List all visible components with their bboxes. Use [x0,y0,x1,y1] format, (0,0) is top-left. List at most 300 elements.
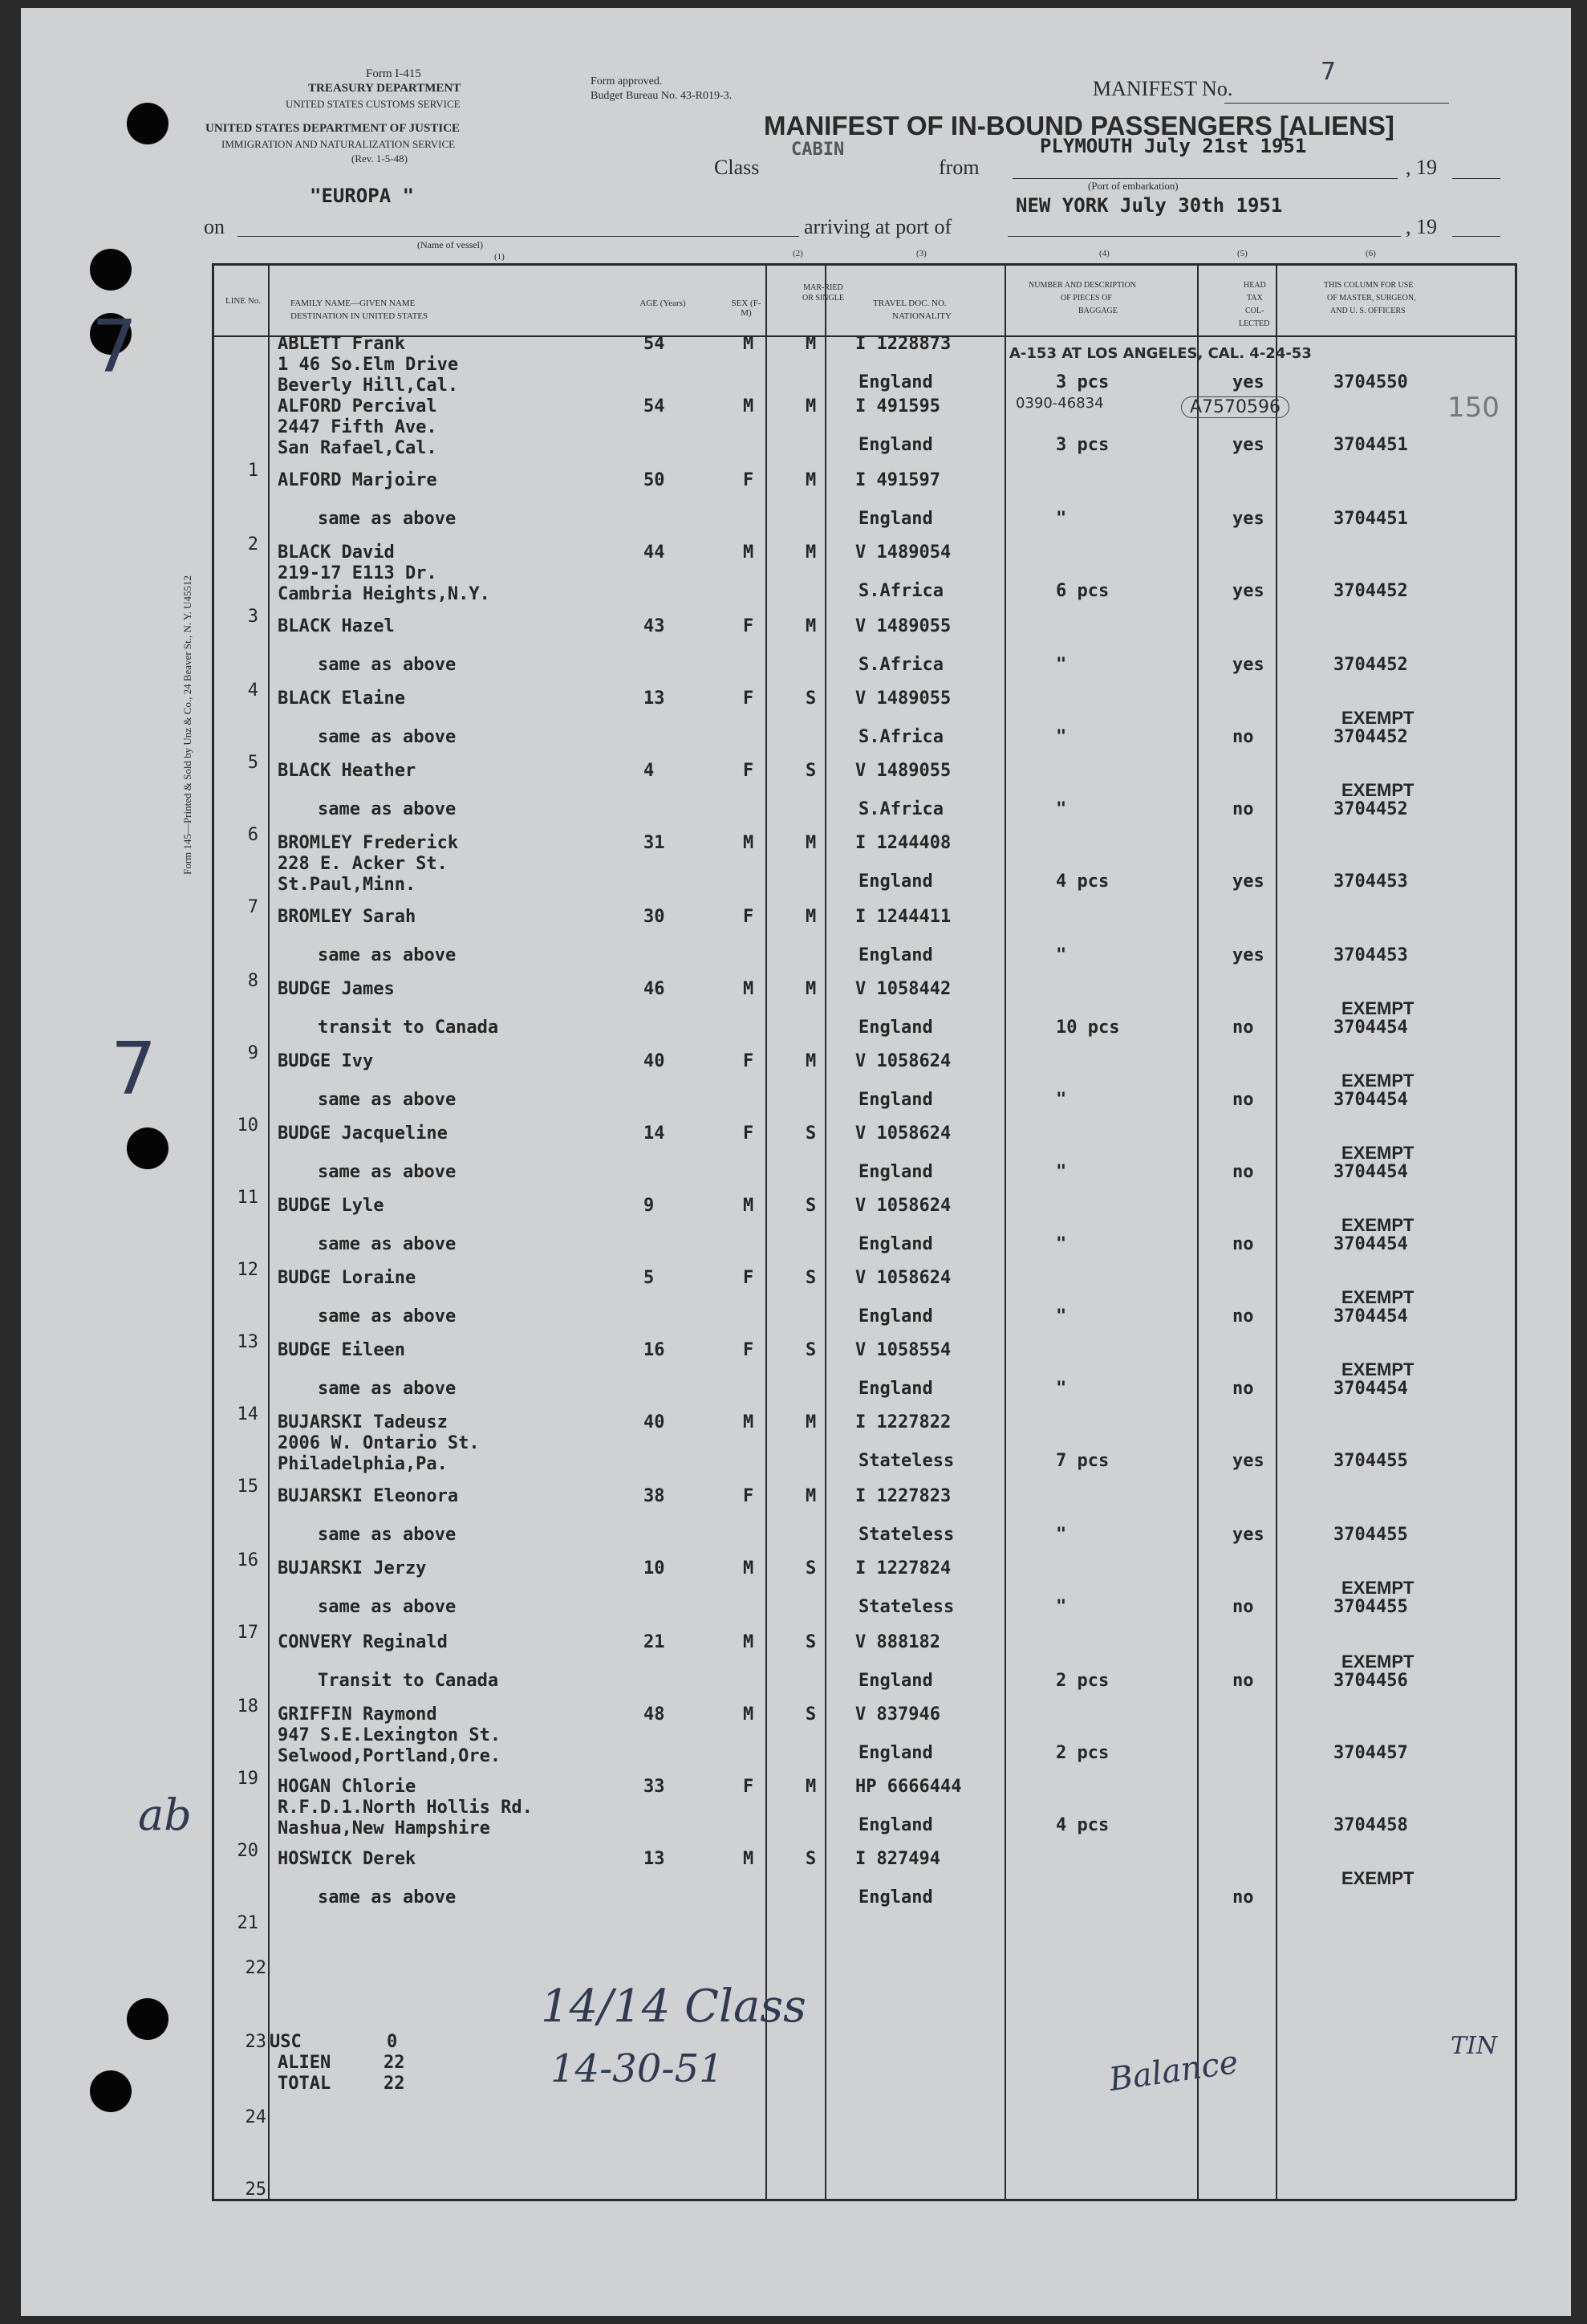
officer-number: 3704550 [1333,372,1408,392]
passenger-name: BLACK David [278,542,395,563]
ablett-note: A-153 AT LOS ANGELES, CAL. 4-24-53 [1009,345,1312,362]
line-number: 21 [237,1913,258,1933]
sex: M [743,396,754,416]
punch-hole [127,1998,168,2040]
nationality: England [858,1234,933,1254]
head-tax: no [1232,1671,1254,1691]
passenger-name: BUDGE Eileen [278,1340,405,1360]
baggage: " [1056,1162,1067,1182]
sex: F [743,1486,754,1506]
baggage: " [1056,1379,1067,1399]
line-number: 17 [237,1623,258,1643]
year-suffix-2: , 19 [1406,215,1437,238]
age: 14 [643,1123,665,1144]
total-usc-value: 0 [387,2032,398,2052]
passenger-name: BUDGE James [278,979,395,999]
baggage: 6 pcs [1056,581,1110,601]
age: 13 [643,689,665,709]
immigration-service: IMMIGRATION AND NATURALIZATION SERVICE [221,138,456,150]
travel-doc-number: V 1489055 [855,689,952,709]
passenger-name: BROMLEY Sarah [278,907,416,927]
officer-number: 3704452 [1333,581,1408,601]
line-number: 12 [237,1260,258,1280]
passenger-name: BUDGE Lyle [278,1196,384,1216]
marital-status: S [806,689,817,709]
sex: F [743,1123,754,1144]
age: 40 [643,1412,665,1432]
travel-doc-number: I 491595 [855,396,940,416]
baggage: 7 pcs [1056,1451,1110,1471]
head-tax: yes [1232,435,1264,455]
ablett-note-2: 0390-46834 [1016,395,1104,412]
head-tax: yes [1232,655,1264,675]
vessel-underline [237,236,799,237]
line-number: 4 [247,681,258,701]
vessel-value: "EUROPA " [310,185,415,207]
officer-number: 3704452 [1333,799,1408,819]
customs-service: UNITED STATES CUSTOMS SERVICE [286,98,461,110]
line-number: 9 [247,1043,258,1063]
sex: F [743,1777,754,1797]
nationality: Stateless [858,1597,955,1617]
line-number: 10 [237,1115,258,1136]
manifest-no-value: 7 [1321,58,1337,86]
sex: F [743,761,754,781]
officer-number: 3704458 [1333,1815,1408,1835]
travel-doc-number: V 1058442 [855,979,952,999]
baggage: 4 pcs [1056,1815,1110,1835]
head-tax: no [1232,1379,1254,1399]
line-number: 16 [237,1550,258,1570]
sex: F [743,907,754,927]
officer-number: 3704455 [1333,1451,1408,1471]
baggage: 2 pcs [1056,1671,1110,1691]
line-number: 5 [247,753,258,773]
destination-line: 2447 Fifth Ave. [278,417,437,437]
sex: F [743,689,754,709]
exempt-stamp: EXEMPT [1341,1578,1414,1598]
travel-doc-number: I 1244411 [855,907,952,927]
marital-status: S [806,1704,817,1725]
sex: M [743,1558,754,1578]
officer-number: 3704453 [1333,872,1408,892]
line-number: 15 [237,1477,258,1497]
nationality: England [858,372,933,392]
head-tax: no [1232,727,1254,747]
line-number: 11 [237,1188,258,1208]
marital-status: M [806,470,817,490]
nationality: England [858,872,933,892]
sex: M [743,1632,754,1652]
destination-line: R.F.D.1.North Hollis Rd. [278,1798,533,1818]
officer-number: 3704453 [1333,945,1408,965]
line-number: 6 [247,825,258,845]
travel-doc-number: I 1228873 [855,334,952,354]
age: 40 [643,1051,665,1071]
line-number: 25 [245,2180,266,2200]
line-number: 14 [237,1404,258,1424]
col-line [765,263,767,2200]
destination-line: Philadelphia,Pa. [278,1454,448,1474]
marital-status: M [806,907,817,927]
exempt-stamp: EXEMPT [1341,1652,1414,1672]
officer-number: 3704454 [1333,1234,1408,1254]
manifest-no-underline [1224,103,1449,104]
destination-line: same as above [318,1525,457,1545]
nationality: England [858,1815,933,1835]
destination-line: transit to Canada [318,1018,499,1038]
age: 10 [643,1558,665,1578]
margin-ab: ab [138,1790,192,1840]
total-usc-label: USC [270,2032,302,2052]
sex: M [743,542,754,563]
nationality: England [858,1887,933,1908]
marital-status: S [806,1268,817,1288]
exempt-stamp: EXEMPT [1341,1359,1414,1379]
sex: M [743,979,754,999]
exempt-stamp: EXEMPT [1341,1868,1414,1888]
year-suffix-1: , 19 [1406,156,1437,179]
margin-number-7-mid: 7 [111,1027,157,1111]
col-header-headtax-1: HEAD [1244,281,1266,290]
head-tax: yes [1232,372,1264,392]
marital-status: M [806,542,817,563]
vessel-label: (Name of vessel) [417,239,483,250]
col-header-baggage-3: BAGGAGE [1078,307,1118,315]
arriving-underline [1008,236,1401,237]
col-header-headtax-3: COL- [1245,307,1264,315]
arriving-value: NEW YORK July 30th 1951 [1016,194,1283,217]
baggage: " [1056,1090,1067,1110]
bottom-note-1: 14/14 Class [541,1981,806,2033]
col-header-destination: DESTINATION IN UNITED STATES [290,311,428,321]
line-number: 20 [237,1841,258,1861]
destination-line: Cambria Heights,N.Y. [278,584,490,604]
head-tax: no [1232,1162,1254,1182]
treasury-dept: TREASURY DEPARTMENT [308,82,461,95]
travel-doc-number: I 1227822 [855,1412,952,1432]
table-bottom [212,2199,1515,2201]
age: 33 [643,1777,665,1797]
baggage: " [1056,1525,1067,1545]
marital-status: M [806,396,817,416]
baggage: 3 pcs [1056,435,1110,455]
destination-line: Nashua,New Hampshire [278,1818,490,1838]
col-header-line-no: LINE No. [225,296,261,306]
destination-line: same as above [318,1162,457,1182]
exempt-stamp: EXEMPT [1341,1143,1414,1163]
col-header-use-2: OF MASTER, SURGEON, [1327,294,1416,303]
officer-number: 3704452 [1333,727,1408,747]
officer-number: 3704456 [1333,1671,1408,1691]
destination-line: Transit to Canada [318,1671,499,1691]
line-number: 3 [247,607,258,627]
baggage: 2 pcs [1056,1743,1110,1763]
on-label: on [204,215,225,238]
marital-status: S [806,1340,817,1360]
col-line [1276,263,1277,2200]
marital-status: M [806,1486,817,1506]
col-header-baggage-2: OF PIECES OF [1061,294,1112,303]
line-number: 18 [237,1696,258,1717]
travel-doc-number: I 1227824 [855,1558,952,1578]
officer-number: 3704452 [1333,655,1408,675]
sex: F [743,1340,754,1360]
head-tax: yes [1232,581,1264,601]
head-tax: yes [1232,509,1264,529]
bottom-signature: Balance [1106,2043,1241,2099]
manifest-page [21,8,1571,2316]
revision: (Rev. 1-5-48) [351,152,408,165]
passenger-name: BLACK Hazel [278,616,395,636]
col-line [1005,263,1006,2200]
bottom-right-mark: TIN [1451,2032,1498,2060]
col-num-3: (3) [916,249,927,258]
passenger-name: BUJARSKI Eleonora [278,1486,459,1506]
marital-status: M [806,1777,817,1797]
sex: F [743,1268,754,1288]
destination-line: same as above [318,799,457,819]
head-tax: no [1232,1234,1254,1254]
justice-dept: UNITED STATES DEPARTMENT OF JUSTICE [205,122,461,135]
destination-line: same as above [318,1306,457,1327]
age: 21 [643,1632,665,1652]
printer-credit: Form 145—Printed & Sold by Unz & Co., 24 Beaver St., N. Y. U45512 [181,575,193,875]
nationality: S.Africa [858,655,944,675]
bottom-note-2: 14-30-51 [550,2046,724,2091]
destination-line: same as above [318,727,457,747]
baggage: 10 pcs [1056,1018,1120,1038]
officer-number: 3704451 [1333,435,1408,455]
col-num-6: (6) [1366,249,1376,258]
passenger-name: CONVERY Reginald [278,1632,448,1652]
exempt-stamp: EXEMPT [1341,708,1414,728]
travel-doc-number: I 1227823 [855,1486,952,1506]
destination-line: St.Paul,Minn. [278,875,416,895]
head-tax: no [1232,799,1254,819]
sex: M [743,334,754,354]
passenger-name: ABLETT Frank [278,334,405,354]
destination-line: same as above [318,1379,457,1399]
travel-doc-number: V 1058624 [855,1051,952,1071]
passenger-name: HOGAN Chlorie [278,1777,416,1797]
nationality: England [858,1162,933,1182]
arriving-label: arriving at port of [804,215,952,238]
marital-status: M [806,833,817,853]
exempt-stamp: EXEMPT [1341,1215,1414,1235]
col-num-5: (5) [1237,249,1248,258]
destination-line: same as above [318,1887,457,1908]
age: 54 [643,334,665,354]
col-line [1515,263,1517,2200]
class-value: CABIN [791,140,845,160]
col-header-headtax-4: LECTED [1239,319,1270,328]
sex: M [743,1849,754,1869]
col-num-1: (1) [494,252,505,262]
passenger-name: ALFORD Marjoire [278,470,437,490]
budget-bureau: Budget Bureau No. 43-R019-3. [591,90,733,102]
age: 13 [643,1849,665,1869]
travel-doc-number: V 1489055 [855,616,952,636]
destination-line: Beverly Hill,Cal. [278,376,459,396]
officer-number: 3704454 [1333,1306,1408,1327]
col-line [825,263,826,2200]
age: 44 [643,542,665,563]
baggage: " [1056,1234,1067,1254]
nationality: England [858,1090,933,1110]
passenger-name: BLACK Elaine [278,689,405,709]
line-number: 24 [245,2107,266,2127]
officer-number: 3704455 [1333,1525,1408,1545]
class-label: Class [714,156,760,179]
marital-status: M [806,1412,817,1432]
officer-number: 3704454 [1333,1090,1408,1110]
passenger-name: BUDGE Ivy [278,1051,374,1071]
total-total-value: 22 [384,2074,405,2094]
nationality: England [858,1671,933,1691]
travel-doc-number: V 1489054 [855,542,952,563]
sex: F [743,1051,754,1071]
officer-number: 3704454 [1333,1379,1408,1399]
travel-doc-number: HP 6666444 [855,1777,962,1797]
baggage: 4 pcs [1056,872,1110,892]
destination-line: same as above [318,509,457,529]
officer-number: 3704454 [1333,1018,1408,1038]
manifest-no-label: MANIFEST No. [1093,77,1233,100]
col-line [1197,263,1199,2200]
destination-line: 219-17 E113 Dr. [278,563,437,583]
year-underline-1 [1452,178,1500,179]
line-number: 19 [237,1769,258,1789]
col-header-use-1: THIS COLUMN FOR USE [1324,281,1414,290]
col-num-2: (2) [793,249,803,258]
age: 48 [643,1704,665,1725]
year-underline-2 [1452,236,1500,237]
travel-doc-number: I 1244408 [855,833,952,853]
travel-doc-number: V 1489055 [855,761,952,781]
head-tax: no [1232,1597,1254,1617]
right-margin-150: 150 [1447,392,1500,424]
destination-line: same as above [318,1090,457,1110]
exempt-stamp: EXEMPT [1341,780,1414,800]
age: 38 [643,1486,665,1506]
col-header-headtax-2: TAX [1247,294,1263,303]
nationality: S.Africa [858,799,944,819]
nationality: England [858,1743,933,1763]
passenger-name: BUJARSKI Jerzy [278,1558,427,1578]
ablett-note-3: A7570596 [1181,396,1289,418]
baggage: " [1056,1597,1067,1617]
age: 30 [643,907,665,927]
line-number: 13 [237,1332,258,1352]
baggage: " [1056,945,1067,965]
nationality: England [858,509,933,529]
line-number: 7 [247,897,258,917]
col-header-age: AGE (Years) [639,299,686,308]
punch-hole [127,103,168,144]
nationality: Stateless [858,1525,955,1545]
baggage: " [1056,655,1067,675]
passenger-name: ALFORD Percival [278,396,437,416]
officer-number: 3704455 [1333,1597,1408,1617]
sex: F [743,616,754,636]
age: 54 [643,396,665,416]
total-total-label: TOTAL [278,2074,331,2094]
nationality: Stateless [858,1451,955,1471]
col-header-baggage-1: NUMBER AND DESCRIPTION [1029,281,1136,290]
age: 46 [643,979,665,999]
travel-doc-number: V 1058624 [855,1196,952,1216]
officer-number: 3704457 [1333,1743,1408,1763]
marital-status: M [806,334,817,354]
from-underline [1013,178,1398,179]
destination-line: same as above [318,1597,457,1617]
destination-line: Selwood,Portland,Ore. [278,1746,501,1766]
baggage: " [1056,509,1067,529]
baggage: 3 pcs [1056,372,1110,392]
head-tax: yes [1232,1451,1264,1471]
marital-status: S [806,1196,817,1216]
marital-status: M [806,979,817,999]
nationality: England [858,945,933,965]
marital-status: S [806,1632,817,1652]
nationality: England [858,435,933,455]
form-approved: Form approved. [591,75,663,87]
port-embarkation-label: (Port of embarkation) [1088,180,1179,192]
age: 16 [643,1340,665,1360]
travel-doc-number: V 1058554 [855,1340,952,1360]
col-header-married: MAR-RIED OR SINGLE [802,283,844,303]
passenger-name: HOSWICK Derek [278,1849,416,1869]
officer-number: 3704454 [1333,1162,1408,1182]
age: 4 [643,761,655,781]
sex: M [743,1412,754,1432]
head-tax: yes [1232,945,1264,965]
officer-number: 3704451 [1333,509,1408,529]
col-header-travel-doc: TRAVEL DOC. NO. [873,299,947,308]
nationality: S.Africa [858,727,944,747]
travel-doc-number: V 888182 [855,1632,940,1652]
baggage: " [1056,799,1067,819]
marital-status: M [806,616,817,636]
destination-line: 947 S.E.Lexington St. [278,1725,501,1745]
punch-hole [127,1127,168,1169]
line-number: 8 [247,971,258,991]
passenger-name: BROMLEY Frederick [278,833,459,853]
age: 31 [643,833,665,853]
head-tax: no [1232,1090,1254,1110]
age: 5 [643,1268,655,1288]
passenger-name: BUDGE Jacqueline [278,1123,448,1144]
line-number: 2 [247,534,258,555]
travel-doc-number: V 837946 [855,1704,940,1725]
destination-line: 1 46 So.Elm Drive [278,355,459,375]
margin-number-7-top: 7 [91,305,138,389]
passenger-name: BUDGE Loraine [278,1268,416,1288]
destination-line: same as above [318,945,457,965]
travel-doc-number: V 1058624 [855,1123,952,1144]
baggage: " [1056,727,1067,747]
total-alien-label: ALIEN [278,2053,331,2073]
line-number: 1 [247,461,258,481]
form-number: Form I-415 [366,67,421,80]
page-title: MANIFEST OF IN-BOUND PASSENGERS [ALIENS] [764,111,1394,140]
head-tax: yes [1232,872,1264,892]
passenger-name: BLACK Heather [278,761,416,781]
nationality: England [858,1018,933,1038]
nationality: England [858,1379,933,1399]
travel-doc-number: V 1058624 [855,1268,952,1288]
